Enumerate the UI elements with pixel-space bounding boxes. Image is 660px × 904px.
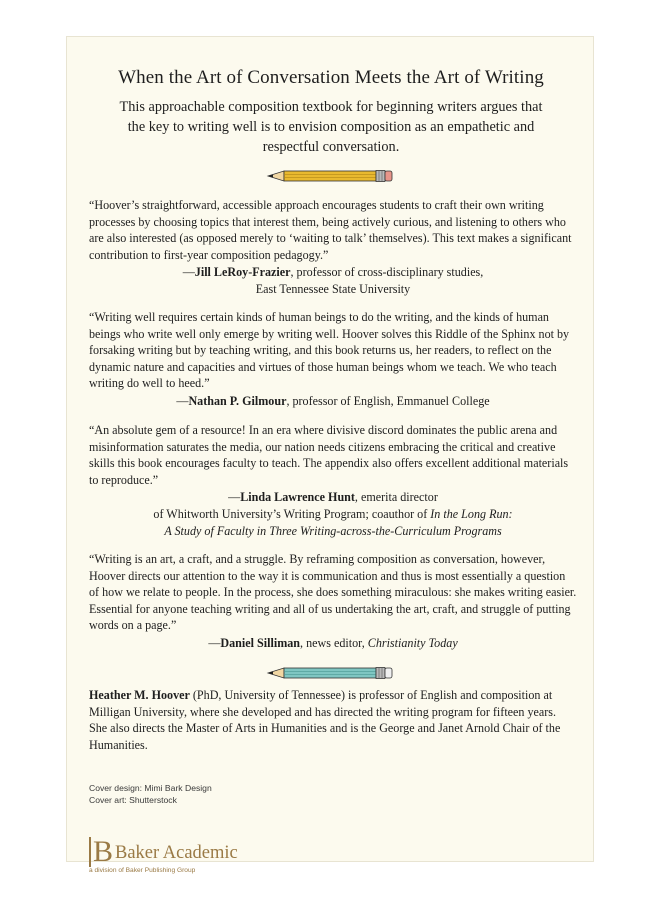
publisher-name: Baker Academic	[115, 843, 238, 863]
author-bio	[89, 687, 577, 753]
headline: When the Art of Conversation Meets the Art of Writing	[118, 67, 544, 88]
quote-4	[89, 551, 577, 652]
quote-3	[89, 422, 577, 539]
quote-2	[89, 309, 577, 410]
quote-4-author: Daniel Silliman	[220, 635, 301, 650]
quote-4-text: “Writing is an art, a craft, and a struggle. By reframing composition as conversation, however, Hoover directs our attention to the way it is communication and thus is most essentially a question of how we relate to people. In the process, she does something miraculous: she makes writing easier. Essential for anyone teaching writing and all of us undertaking the art, craft, and struggle of putting words on a page.”	[89, 552, 577, 633]
cover-credits	[89, 782, 212, 806]
quote-1-attribution: —Jill LeRoy-Frazier, professor of cross-disciplinary studies, East Tennessee State University	[182, 265, 484, 296]
quote-1-text: “Hoover’s straightforward, accessible approach encourages students to craft their own writing processes by choosing topics that interest them, being actively curious, and listening to others who are also interested (as opposed merely to ‘waiting to talk’ themselves). This text makes a significant contribution to first-year composition pedagogy.”	[89, 198, 572, 262]
publisher-tagline: a division of Baker Publishing Group	[89, 867, 196, 874]
teal-pencil-icon	[266, 666, 396, 680]
quote-3-attribution: —Linda Lawrence Hunt, emerita director of Whitworth University’s Writing Program; coauthor of In the Long Run: A Study of Faculty in Three Writing-across-the-Curriculum Programs	[153, 490, 513, 538]
quote-4-attribution: —Daniel Silliman, news editor, Christianity Today	[208, 635, 458, 650]
author-bio-text: (PhD, University of Tennessee) is professor of English and composition at Milligan University, where she developed and has directed the writing program for fifteen years. She also directs the Master of Arts in Humanities and is the George and Janet Arnold Chair of the Humanities.	[89, 688, 561, 752]
quote-3-text: “An absolute gem of a resource! In an era where divisive discord dominates the public arena and misinformation saturates the media, our nation needs citizens embracing the critical and creative skills this book encourages faculty to teach. The appendix also offers excellent additional materials to reproduce.”	[89, 423, 569, 487]
quote-2-text: “Writing well requires certain kinds of human beings to do the writing, and the kinds of human beings who write well only emerge by writing well. Hoover solves this Riddle of the Sphinx not by forsaking writing but by teaching writing, and this book returns us, her readers, to reflect on the dynamic nature and capacities and virtues of those human beings whom we teach. We who teach writing do well to heed.”	[89, 310, 570, 391]
quote-2-attribution: —Nathan P. Gilmour, professor of English, Emmanuel College	[176, 393, 490, 408]
cover-art-credit: Cover art: Shutterstock	[89, 795, 177, 805]
quote-3-author: Linda Lawrence Hunt	[240, 490, 355, 505]
author-name: Heather M. Hoover	[89, 688, 190, 702]
quote-1	[89, 197, 577, 298]
cover-design-credit: Cover design: Mimi Bark Design	[89, 783, 212, 793]
subhead: This approachable composition textbook for beginning writers argues that the key to writing well is to envision composition as an empathetic and respectful conversation.	[119, 99, 543, 155]
baker-monogram-icon: B	[89, 837, 113, 867]
yellow-pencil-icon	[266, 169, 396, 183]
quote-2-author: Nathan P. Gilmour	[188, 393, 287, 408]
back-cover	[66, 36, 594, 874]
quote-1-author: Jill LeRoy-Frazier	[194, 265, 291, 280]
